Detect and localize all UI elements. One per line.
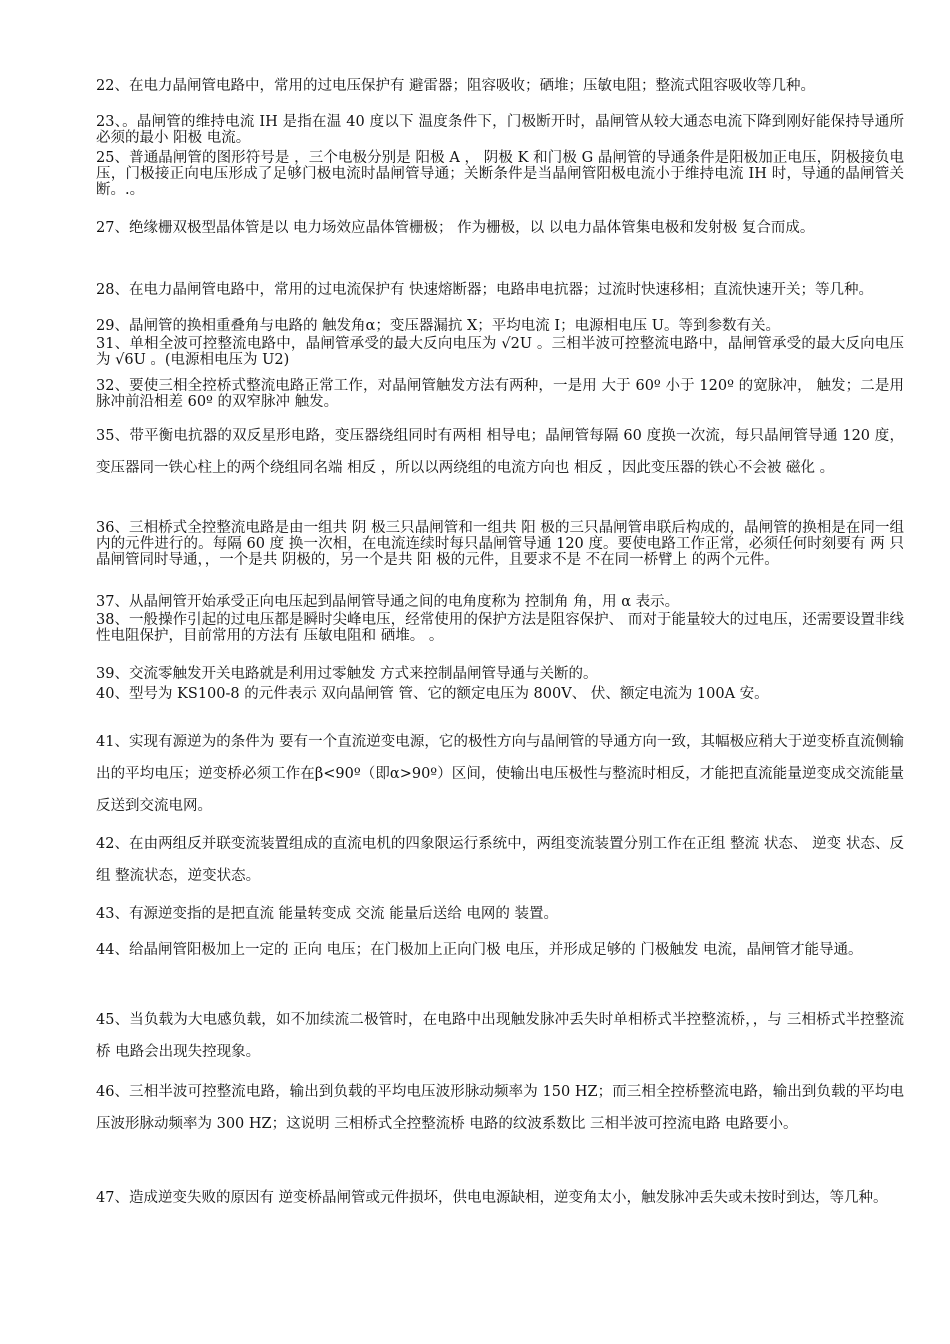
- question-38: 38、一般操作引起的过电压都是瞬时尖峰电压，经常使用的保护方法是阻容保护、 而对于能量较大的过电压，还需要设置非线性电阻保护，目前常用的方法有 压敏电阻和 硒堆。 。: [96, 612, 904, 644]
- question-47: 47、造成逆变失败的原因有 逆变桥晶闸管或元件损坏，供电电源缺相，逆变角太小，触发脉冲丢失或未按时到达，等几种。: [96, 1190, 888, 1206]
- question-43: 43、有源逆变指的是把直流 能量转变成 交流 能量后送给 电网的 装置。: [96, 906, 558, 922]
- question-40: 40、型号为 KS100-8 的元件表示 双向晶闸管 管、它的额定电压为 800V、 伏、额定电流为 100A 安。: [96, 686, 769, 702]
- question-31: 31、单相全波可控整流电路中，晶闸管承受的最大反向电压为 √2U 。三相半波可控整流电路中，晶闸管承受的最大反向电压为 √6U 。(电源相电压为 U2): [96, 336, 904, 368]
- question-22: 22、在电力晶闸管电路中，常用的过电压保护有 避雷器；阻容吸收；硒堆；压敏电阻；整流式阻容吸收等几种。: [96, 78, 816, 94]
- question-46: 46、三相半波可控整流电路，输出到负载的平均电压波形脉动频率为 150 HZ；而三相全控桥整流电路，输出到负载的平均电压波形脉动频率为 300 HZ；这说明 三相桥式全控整流桥 电路的纹波系数比 三相半波可控流电路 电路要小。: [96, 1084, 904, 1132]
- question-28: 28、在电力晶闸管电路中，常用的过电流保护有 快速熔断器；电路串电抗器；过流时快速移相；直流快速开关；等几种。: [96, 282, 874, 298]
- question-37: 37、从晶闸管开始承受正向电压起到晶闸管导通之间的电角度称为 控制角 角，用 α 表示。: [96, 594, 680, 610]
- question-29: 29、晶闸管的换相重叠角与电路的 触发角α；变压器漏抗 X；平均电流 I；电源相电压 U。等到参数有关。: [96, 318, 780, 334]
- question-42: 42、在由两组反并联变流装置组成的直流电机的四象限运行系统中，两组变流装置分别工作在正组 整流 状态、 逆变 状态、反组 整流状态，逆变状态。: [96, 836, 904, 884]
- question-27: 27、绝缘栅双极型晶体管是以 电力场效应晶体管栅极； 作为栅极，以 以电力晶体管集电极和发射极 复合而成。: [96, 220, 815, 236]
- question-41: 41、实现有源逆为的条件为 要有一个直流逆变电源，它的极性方向与晶闸管的导通方向一致，其幅极应稍大于逆变桥直流侧输出的平均电压；逆变桥必须工作在β<90º（即α>90º）区间，使输出电压极性与整流时相反，才能把直流能量逆变成交流能量反送到交流电网。: [96, 734, 904, 814]
- question-44: 44、给晶闸管阳极加上一定的 正向 电压；在门极加上正向门极 电压，并形成足够的 门极触发 电流，晶闸管才能导通。: [96, 942, 863, 958]
- question-45: 45、当负载为大电感负载，如不加续流二极管时，在电路中出现触发脉冲丢失时单相桥式半控整流桥，，与 三相桥式半控整流桥 电路会出现失控现象。: [96, 1012, 904, 1060]
- question-32: 32、要使三相全控桥式整流电路正常工作，对晶闸管触发方法有两种，一是用 大于 60º 小于 120º 的宽脉冲， 触发；二是用 脉冲前沿相差 60º 的双窄脉冲 触发。: [96, 378, 904, 410]
- question-23: 23、。晶闸管的维持电流 IH 是指在温 40 度以下 温度条件下，门极断开时，晶闸管从较大通态电流下降到刚好能保持导通所必须的最小 阳极 电流。: [96, 114, 904, 146]
- question-39: 39、交流零触发开关电路就是利用过零触发 方式来控制晶闸管导通与关断的。: [96, 666, 598, 682]
- question-25: 25、普通晶闸管的图形符号是 ，三个电极分别是 阳极 A ， 阴极 K 和门极 G 晶闸管的导通条件是阳极加正电压，阴极接负电压，门极接正向电压形成了足够门极电流时晶闸管导通；关断条件是当晶闸管阳极电流小于维持电流 IH 时，导通的晶闸管关断。.。: [96, 150, 904, 198]
- question-35: 35、带平衡电抗器的双反星形电路，变压器绕组同时有两相 相导电；晶闸管每隔 60 度换一次流，每只晶闸管导通 120 度，变压器同一铁心柱上的两个绕组同名端 相反 ，所以以两绕组的电流方向也 相反 ，因此变压器的铁心不会被 磁化 。: [96, 428, 904, 476]
- question-36: 36、三相桥式全控整流电路是由一组共 阴 极三只晶闸管和一组共 阳 极的三只晶闸管串联后构成的，晶闸管的换相是在同一组内的元件进行的。每隔 60 度 换一次相，在电流连续时每只晶闸管导通 120 度。要使电路工作正常，必须任何时刻要有 两 只晶闸管同时导通，，一个是共 阴极的，另一个是共 阳 极的元件，且要求不是 不在同一桥臂上 的两个元件。: [96, 520, 904, 568]
